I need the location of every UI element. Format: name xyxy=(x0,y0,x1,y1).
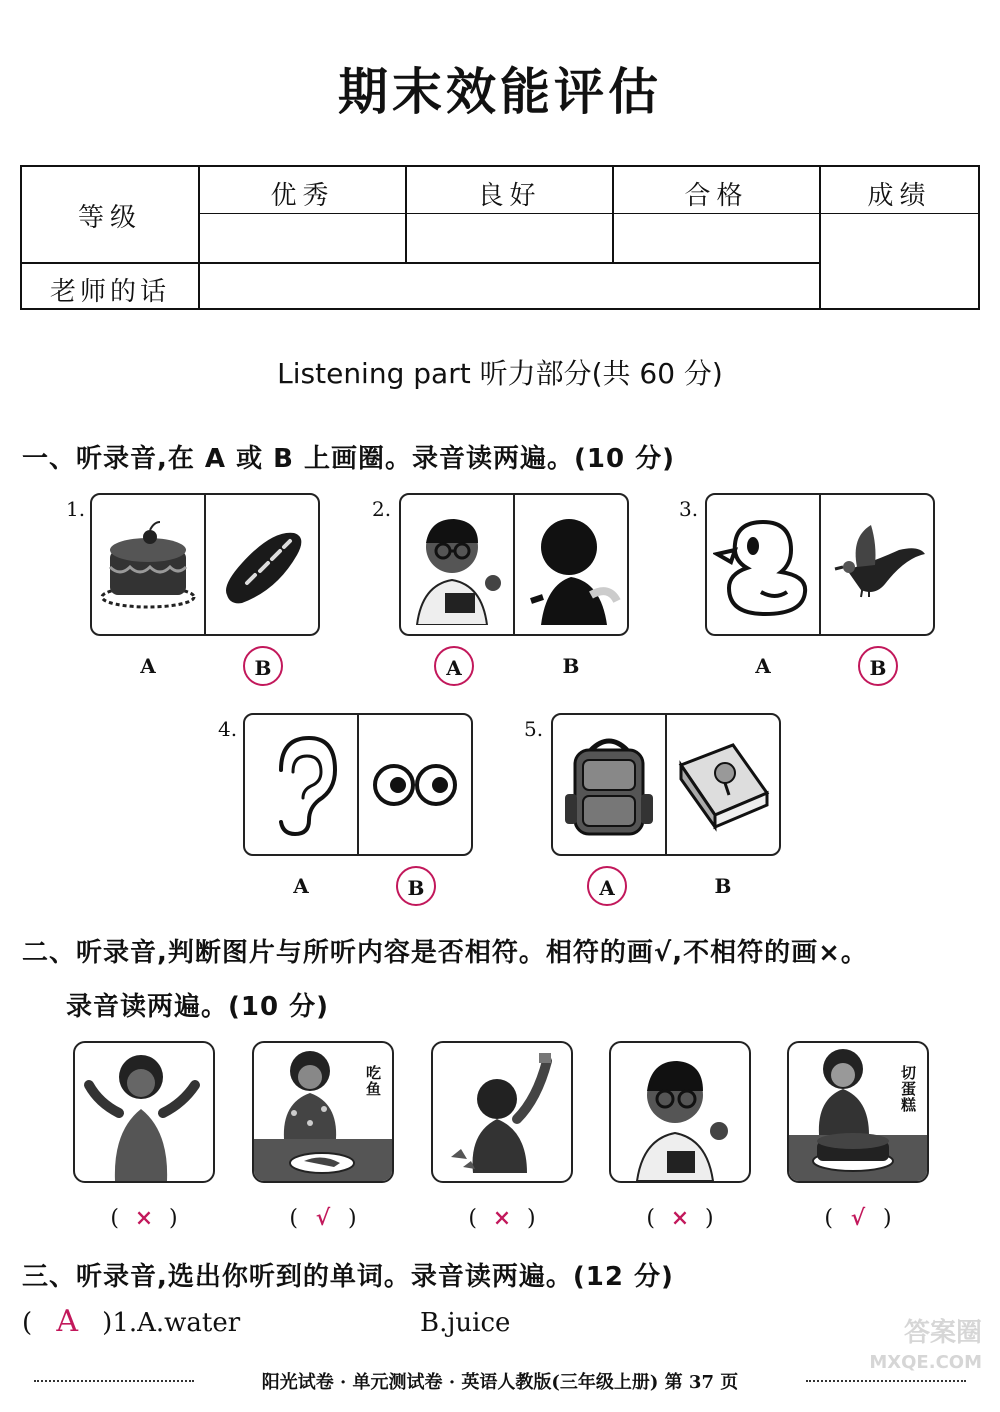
ear-icon xyxy=(245,715,357,854)
judge-picture-3 xyxy=(431,1041,573,1183)
bread-icon xyxy=(204,495,318,634)
q5-pictures xyxy=(551,713,781,856)
boy-icon xyxy=(401,495,513,634)
q1-number: 1. xyxy=(66,497,86,521)
girl-eating-fish-icon xyxy=(254,1043,392,1181)
judge-answer-3[interactable] xyxy=(431,1205,573,1231)
q1-pictures xyxy=(90,493,320,636)
q4-number: 4. xyxy=(218,717,238,741)
judge-mark-3: × xyxy=(492,1205,512,1231)
q1-option-b[interactable]: B xyxy=(243,646,283,686)
judge-note-cut-cake: 切蛋糕 xyxy=(899,1065,917,1113)
listening-heading: Listening part 听力部分(共 60 分) xyxy=(277,357,723,390)
q4-option-a[interactable]: A xyxy=(293,874,309,898)
section2-heading-line1: 二、听录音,判断图片与所听内容是否相符。相符的画√,不相符的画×。 xyxy=(22,938,868,968)
q2-number: 2. xyxy=(372,497,392,521)
watermark-line-2: MXQE.COM xyxy=(869,1352,982,1373)
duck-icon xyxy=(707,495,819,634)
q3-pictures xyxy=(705,493,935,636)
paren-open: ( xyxy=(468,1206,477,1231)
paren-close: ) xyxy=(527,1206,536,1231)
silhouette-boy-icon xyxy=(513,495,627,634)
paren-close: ) xyxy=(705,1206,714,1231)
option-a-water[interactable]: 1.A.water xyxy=(112,1308,241,1338)
level-pass: 合格 xyxy=(684,181,749,211)
paren-close: ) xyxy=(169,1206,178,1231)
q5-number: 5. xyxy=(524,717,544,741)
section2-heading-line2: 录音读两遍。(10 分) xyxy=(66,992,329,1022)
q4-option-b[interactable]: B xyxy=(396,866,436,906)
judge-picture-1 xyxy=(73,1041,215,1183)
paren-open: ( xyxy=(824,1206,833,1231)
section3-question-1 xyxy=(22,1304,240,1339)
judge-mark-2: √ xyxy=(315,1205,331,1231)
paren-open: ( xyxy=(110,1206,119,1231)
q1-option-a[interactable]: A xyxy=(140,654,156,678)
q3-option-b[interactable]: B xyxy=(858,646,898,686)
paren-open: ( xyxy=(646,1206,655,1231)
backpack-icon xyxy=(553,715,665,854)
score-label: 成绩 xyxy=(867,181,932,211)
grade-label: 等级 xyxy=(77,203,142,233)
judge-note-eat-fish: 吃鱼 xyxy=(364,1065,382,1097)
paren-close: ) xyxy=(102,1308,113,1338)
option-b-juice[interactable]: B.juice xyxy=(420,1308,511,1338)
paren-open: ( xyxy=(22,1308,33,1338)
paren-close: ) xyxy=(348,1206,357,1231)
q2-option-b[interactable]: B xyxy=(562,654,580,678)
q3-number: 3. xyxy=(679,497,699,521)
bird-icon xyxy=(819,495,933,634)
section1-heading: 一、听录音,在 A 或 B 上画圈。录音读两遍。(10 分) xyxy=(22,444,676,474)
judge-answer-5[interactable] xyxy=(787,1205,929,1231)
judge-mark-5: √ xyxy=(850,1205,866,1231)
paren-close: ) xyxy=(883,1206,892,1231)
level-good: 良好 xyxy=(477,181,542,211)
cake-icon xyxy=(92,495,204,634)
q3-option-a[interactable]: A xyxy=(755,654,771,678)
girl-arms-out-icon xyxy=(75,1043,213,1181)
q5-option-a[interactable]: A xyxy=(587,866,627,906)
judge-answer-2[interactable] xyxy=(252,1205,394,1231)
judge-answer-1[interactable] xyxy=(73,1205,215,1231)
q4-pictures xyxy=(243,713,473,856)
q5-option-b[interactable]: B xyxy=(714,874,732,898)
q2-pictures xyxy=(399,493,629,636)
boy-painting-icon xyxy=(433,1043,571,1181)
level-excellent: 优秀 xyxy=(270,181,335,211)
q2-option-a[interactable]: A xyxy=(434,646,474,686)
teacher-comment-label: 老师的话 xyxy=(49,277,170,307)
page-title: 期末效能评估 xyxy=(338,62,662,121)
eyes-icon xyxy=(357,715,471,854)
judge-mark-4: × xyxy=(670,1205,690,1231)
judge-picture-2 xyxy=(252,1041,394,1183)
judge-mark-1: × xyxy=(134,1205,154,1231)
paren-open: ( xyxy=(289,1206,298,1231)
grade-table xyxy=(20,165,980,310)
watermark-line-1: 答案圈 xyxy=(903,1318,982,1348)
boy-glasses-icon xyxy=(611,1043,749,1181)
judge-answer-4[interactable] xyxy=(609,1205,751,1231)
judge-picture-5 xyxy=(787,1041,929,1183)
page-footer: 阳光试卷 · 单元测试卷 · 英语人教版(三年级上册) 第 37 页 xyxy=(261,1372,739,1393)
book-icon xyxy=(665,715,779,854)
judge-picture-4 xyxy=(609,1041,751,1183)
section3-answer-1[interactable]: A xyxy=(56,1304,78,1339)
section3-heading: 三、听录音,选出你听到的单词。录音读两遍。(12 分) xyxy=(22,1262,674,1292)
